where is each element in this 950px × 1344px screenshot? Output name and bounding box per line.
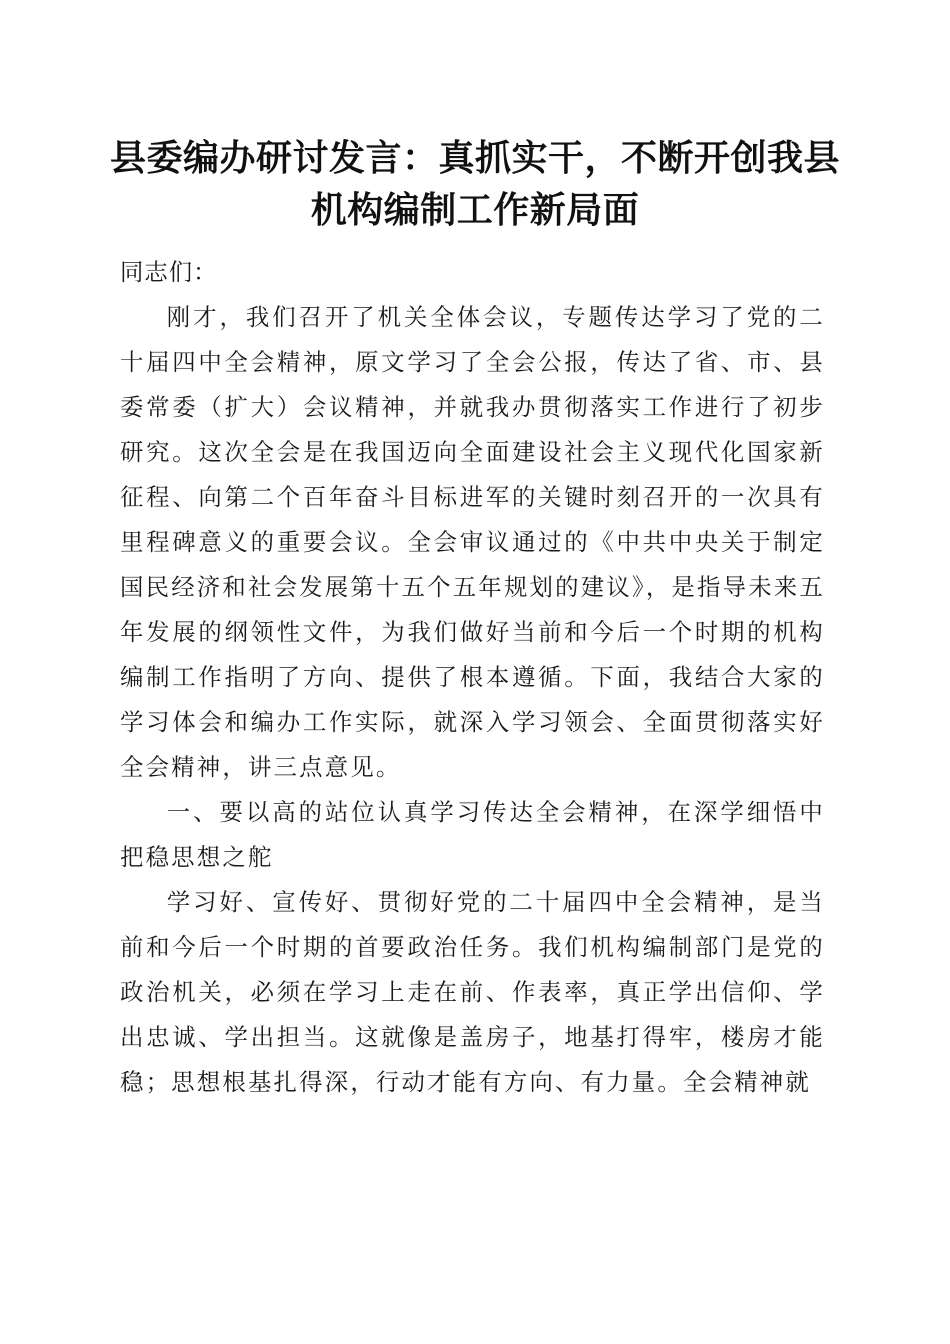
document-title <box>100 132 850 236</box>
paragraph-section-1: 学习好、宣传好、贯彻好党的二十届四中全会精神，是当前和今后一个时期的首要政治任务。我们机构编制部门是党的政治机关，必须在学习上走在前、作表率，真正学出信仰、学出忠诚、学出担当。这就像是盖房子，地基打得牢，楼房才能稳；思想根基扎得深，行动才能有方向、有力量。全会精神就 <box>120 888 825 1096</box>
document-title-line-2: 机构编制工作新局面 <box>310 189 640 231</box>
paragraph-intro: 刚才，我们召开了机关全体会议，专题传达学习了党的二十届四中全会精神，原文学习了全会公报，传达了省、市、县委常委（扩大）会议精神，并就我办贯彻落实工作进行了初步研究。这次全会是在我国迈向全面建设社会主义现代化国家新征程、向第二个百年奋斗目标进军的关键时刻召开的一次具有里程碑意义的重要会议。全会审议通过的《中共中央关于制定国民经济和社会发展第十五个五年规划的建议》，是指导未来五年发展的纲领性文件，为我们做好当前和今后一个时期的机构编制工作指明了方向、提供了根本遵循。下面，我结合大家的学习体会和编办工作实际，就深入学习领会、全面贯彻落实好全会精神，讲三点意见。 <box>120 303 825 781</box>
section-heading-1: 一、要以高的站位认真学习传达全会精神，在深学细悟中把稳思想之舵 <box>120 798 825 871</box>
document-title-line-1: 县委编办研讨发言：真抓实干，不断开创我县 <box>109 137 840 179</box>
document-body <box>120 250 825 1105</box>
salutation: 同志们： <box>120 258 218 286</box>
